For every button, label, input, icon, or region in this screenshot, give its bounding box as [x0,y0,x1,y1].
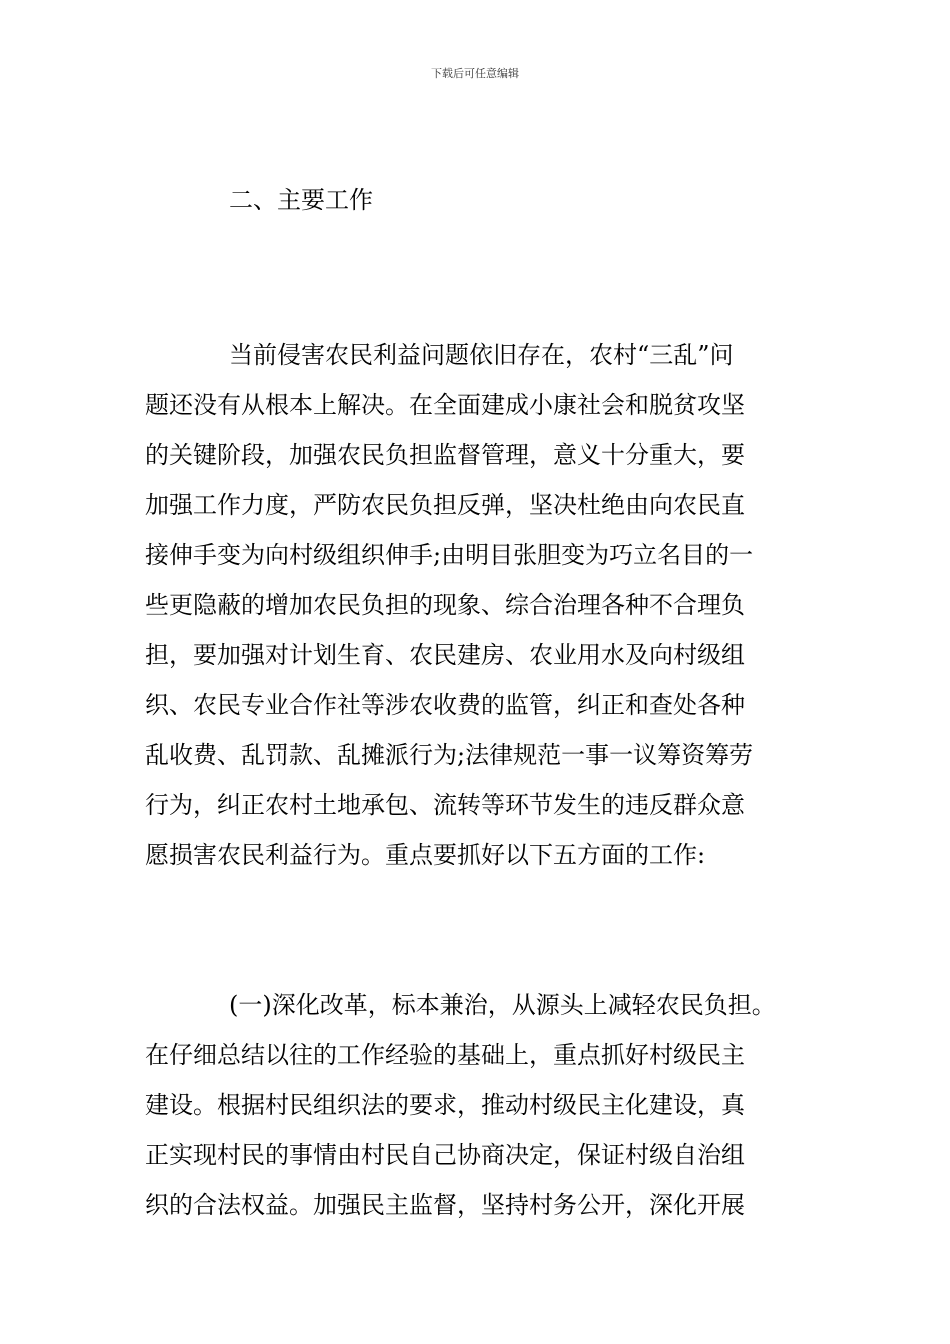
paragraph-line: 行为，纠正农村土地承包、流转等环节发生的违反群众意 [145,791,745,819]
paragraph-line: 建设。根据村民组织法的要求，推动村级民主化建设，真 [145,1091,745,1119]
paragraph-1 [145,330,825,880]
paragraph-line: 当前侵害农民利益问题依旧存在，农村“三乱”问 [229,341,734,369]
paragraph-line: 愿损害农民利益行为。重点要抓好以下五方面的工作: [145,841,706,869]
paragraph-line: 织、农民专业合作社等涉农收费的监管，纠正和查处各种 [145,691,745,719]
paragraph-line: 题还没有从根本上解决。在全面建成小康社会和脱贫攻坚 [145,391,745,419]
paragraph-line: 接伸手变为向村级组织伸手;由明目张胆变为巧立名目的一 [145,541,754,569]
paragraph-line: 些更隐蔽的增加农民负担的现象、综合治理各种不合理负 [145,591,745,619]
paragraph-line: 正实现村民的事情由村民自己协商决定，保证村级自治组 [145,1141,745,1169]
paragraph-line: (一)深化改革，标本兼治，从源头上减轻农民负担。 [229,991,776,1019]
paragraph-line: 加强工作力度，严防农民负担反弹，坚决杜绝由向农民直 [145,491,745,519]
paragraph-line: 织的合法权益。加强民主监督，坚持村务公开，深化开展 [145,1191,745,1219]
section-heading: 二、主要工作 [229,186,373,214]
paragraph-line: 的关键阶段，加强农民负担监督管理，意义十分重大，要 [145,441,745,469]
paragraph-line: 在仔细总结以往的工作经验的基础上，重点抓好村级民主 [145,1041,745,1069]
paragraph-2 [145,980,825,1230]
paragraph-line: 乱收费、乱罚款、乱摊派行为;法律规范一事一议筹资筹劳 [145,741,754,769]
paragraph-line: 担，要加强对计划生育、农民建房、农业用水及向村级组 [145,641,745,669]
header-note: 下载后可任意编辑 [431,67,519,80]
